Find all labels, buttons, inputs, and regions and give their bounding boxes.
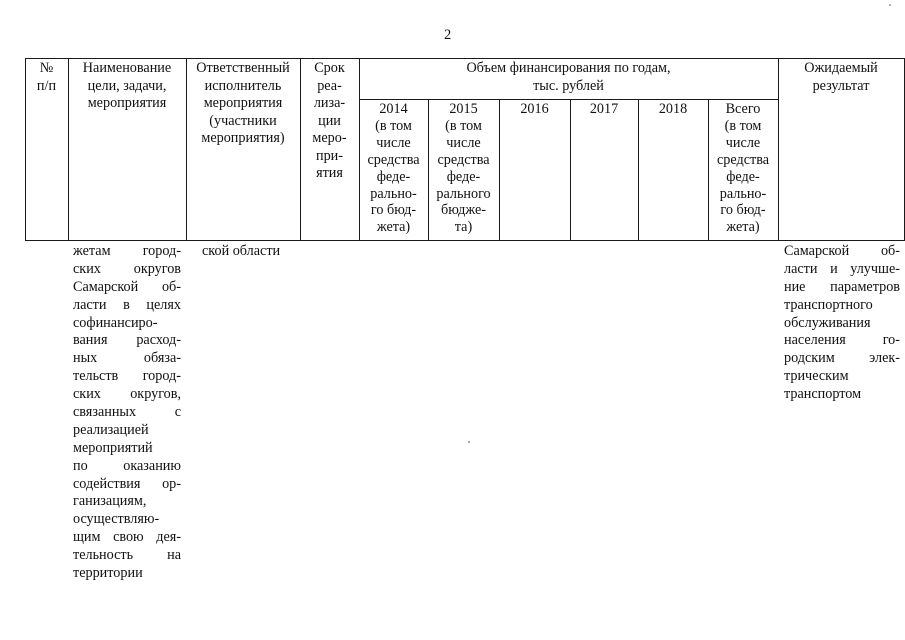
name-line: ганизациям, (73, 493, 147, 510)
name-line: тельств город- (73, 368, 181, 385)
name-line: Самарской об- (73, 278, 181, 295)
header-year-2015: 2015 (в том числе средства феде- рального бюдже- та) (436, 101, 491, 236)
result-line: обслуживания (784, 314, 871, 331)
name-line: ских округов (73, 260, 181, 277)
name-line: территории (73, 565, 143, 582)
header-term: Срок реа- лиза- ции меро- при- ятия (312, 60, 347, 181)
row-result-text (784, 243, 900, 404)
name-line: ских округов, (73, 386, 181, 403)
scan-artifact-dot (468, 441, 470, 443)
name-line: содействия ор- (73, 475, 181, 492)
result-line: транспортного (784, 296, 873, 313)
page-number: 2 (444, 27, 452, 43)
header-year-2017: 2017 (589, 101, 619, 117)
name-line: связанных с (73, 404, 181, 421)
row-responsible-text: ской области (202, 243, 281, 259)
row-name-text (73, 243, 181, 583)
header-result: Ожидаемый результат (804, 60, 878, 94)
name-line: ных обяза- (73, 350, 181, 367)
name-line: жетам город- (73, 243, 181, 259)
header-year-2014: 2014 (в том числе средства феде- рально- го бюд- жета) (367, 101, 420, 236)
name-line: мероприятий (73, 439, 153, 456)
name-line: ласти в целях (73, 296, 181, 313)
name-line: щим свою дея- (73, 529, 181, 546)
header-num: № п/п (36, 60, 57, 94)
header-year-total: Всего (в том числе средства феде- рально- го бюд- жета) (716, 101, 770, 236)
header-year-2018: 2018 (658, 101, 688, 117)
name-line: осуществляю- (73, 511, 160, 528)
header-year-2016: 2016 (520, 101, 549, 117)
name-line: по оказанию (73, 457, 181, 474)
name-line: софинансиро- (73, 314, 158, 331)
name-line: вания расход- (73, 332, 181, 349)
header-financing: Объем финансирования по годам, тыс. рублей (466, 60, 671, 94)
result-line: транспортом (784, 386, 862, 403)
result-line: Самарской об- (784, 243, 900, 259)
result-line: ласти и улучше- (784, 260, 900, 277)
name-line: тельность на (73, 547, 181, 564)
result-line: родским элек- (784, 350, 900, 367)
header-responsible: Ответственный исполнитель мероприятия (участники мероприятия) (196, 60, 290, 146)
result-line: населения го- (784, 332, 900, 349)
header-name: Наименование цели, задачи, мероприятия (82, 60, 172, 111)
result-line: трическим (784, 368, 849, 385)
result-line: ние параметров (784, 278, 900, 295)
name-line: реализацией (73, 421, 149, 438)
